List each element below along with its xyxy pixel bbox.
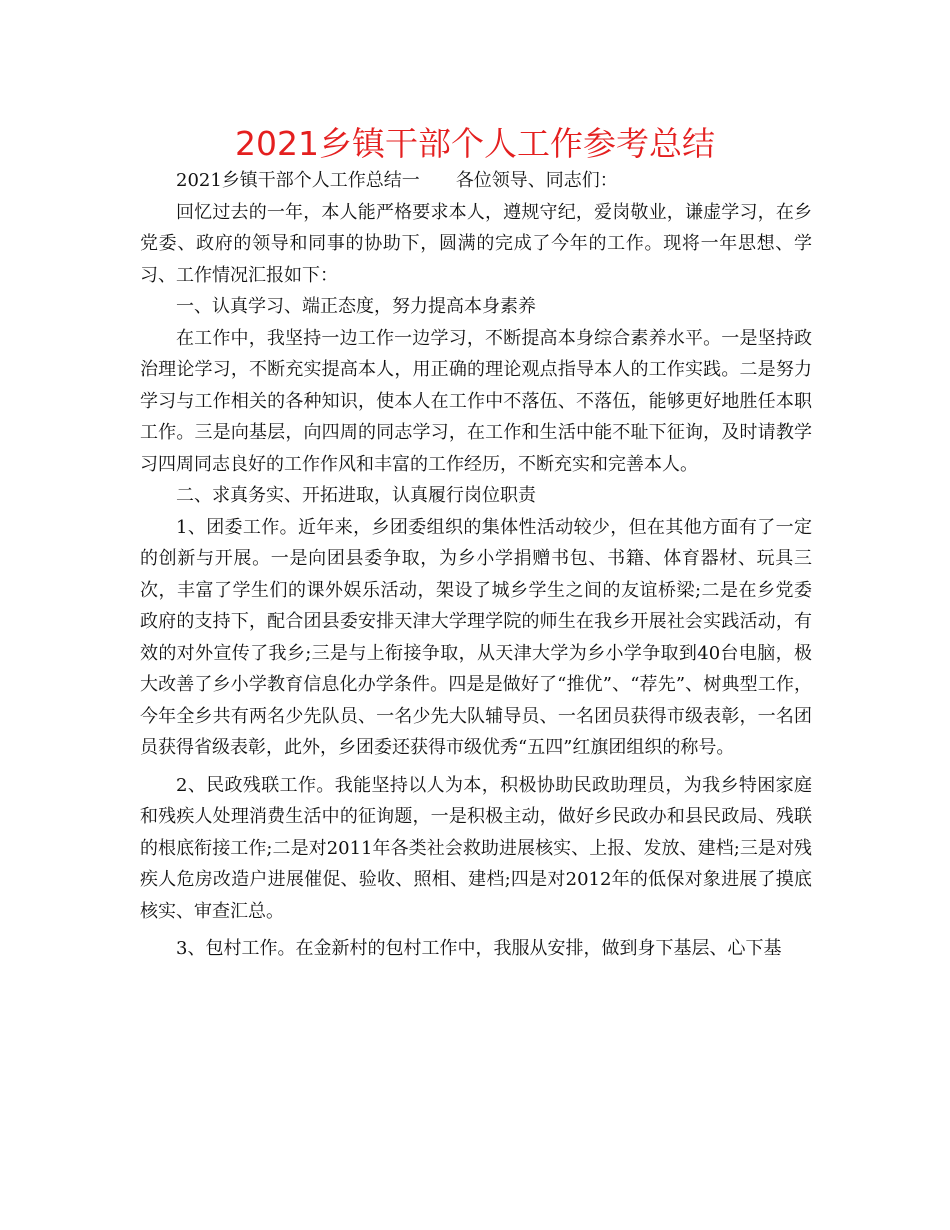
paragraph-opening: 回忆过去的一年，本人能严格要求本人，遵规守纪，爱岗敬业，谦虚学习，在乡党委、政府的领导和同事的协助下，圆满的完成了今年的工作。现将一年思想、学习、工作情况汇报如下： [140, 201, 812, 286]
paragraph-village-work: 3、包村工作。在金新村的包村工作中，我服从安排，做到身下基层、心下基 [176, 938, 782, 959]
intro-line [140, 165, 812, 197]
document-body [140, 165, 812, 965]
document-subtitle: 2021乡镇干部个人工作总结一 [176, 170, 420, 191]
paragraph-youth-league: 1、团委工作。近年来，乡团委组织的集体性活动较少，但在其他方面有了一定的创新与开展。一是向团县委争取，为乡小学捐赠书包、书籍、体育器材、玩具三次，丰富了学生们的课外娱乐活动，架设了城乡学生之间的友谊桥梁;二是在乡党委政府的支持下，配合团县委安排天津大学理学院的师生在我乡开展社会实践活动，有效的对外宣传了我乡;三是与上衔接争取，从天津大学为乡小学争取到40台电脑，极大改善了乡小学教育信息化办学条件。四是是做好了“推优”、“荐先”、树典型工作，今年全乡共有两名少先队员、一名少先大队辅导员、一名团员获得市级表彰，一名团员获得省级表彰，此外，乡团委还获得市级优秀“五四”红旗团组织的称号。 [140, 516, 812, 758]
paragraph-civil-affairs: 2、民政残联工作。我能坚持以人为本，积极协助民政助理员，为我乡特困家庭和残疾人处理消费生活中的征询题，一是积极主动，做好乡民政办和县民政局、残联的根底衔接工作;二是对2011年各类社会救助进展核实、上报、发放、建档;三是对残疾人危房改造户进展催促、验收、照相、建档;四是对2012年的低保对象进展了摸底核实、审查汇总。 [140, 774, 812, 922]
salutation: 各位领导、同志们： [455, 170, 618, 191]
paragraph-study: 在工作中，我坚持一边工作一边学习，不断提高本身综合素养水平。一是坚持政治理论学习，不断充实提高本人，用正确的理论观点指导本人的工作实践。二是努力学习与工作相关的各种知识，使本人在工作中不落伍、不落伍，能够更好地胜任本职工作。三是向基层，向四周的同志学习，在工作和生活中能不耻下征询，及时请教学习四周同志良好的工作作风和丰富的工作经历，不断充实和完善本人。 [140, 327, 812, 475]
section-heading-1: 一、认真学习、端正态度，努力提高本身素养 [176, 296, 536, 317]
document-title: 2021乡镇干部个人工作参考总结 [235, 124, 715, 163]
section-heading-2: 二、求真务实、开拓进取，认真履行岗位职责 [176, 485, 536, 506]
